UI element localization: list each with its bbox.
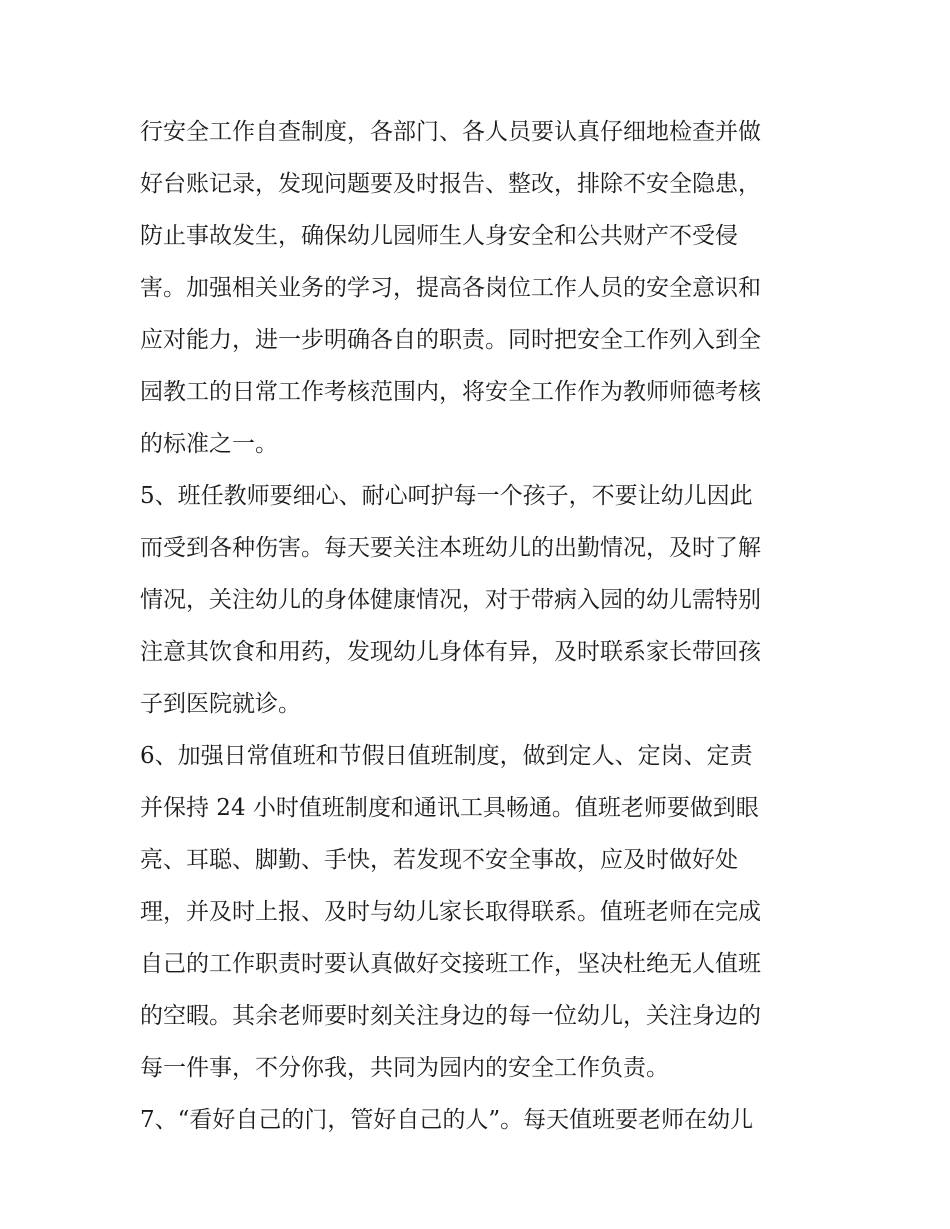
text-line: 理，并及时上报、及时与幼儿家长取得联系。值班老师在完成	[140, 899, 761, 925]
item-5-line: 5、班任教师要细心、耐心呵护每一个孩子，不要让幼儿因此	[140, 483, 753, 509]
item-7-line: 7、“看好自己的门，管好自己的人”。每天值班要老师在幼儿	[140, 1107, 754, 1133]
text-line: 而受到各种伤害。每天要关注本班幼儿的出勤情况，及时了解	[140, 535, 761, 561]
text-line: 害。加强相关业务的学习，提高各岗位工作人员的安全意识和	[140, 275, 761, 301]
text-line: 防止事故发生，确保幼儿园师生人身安全和公共财产不受侵	[140, 223, 738, 249]
text-line: 注意其饮食和用药，发现幼儿身体有异，及时联系家长带回孩	[140, 639, 761, 665]
text-line: 园教工的日常工作考核范围内，将安全工作作为教师师德考核	[140, 379, 761, 405]
text-line: 子到医院就诊。	[140, 691, 301, 717]
item-6-line: 6、加强日常值班和节假日值班制度，做到定人、定岗、定责	[140, 743, 753, 769]
text-line: 每一件事，不分你我，共同为园内的安全工作负责。	[140, 1055, 669, 1081]
text-line: 的空暇。其余老师要时刻关注身边的每一位幼儿，关注身边的	[140, 1003, 761, 1029]
text-line: 行安全工作自查制度，各部门、各人员要认真仔细地检查并做	[140, 119, 761, 145]
text-line: 的标准之一。	[140, 431, 278, 457]
text-line: 好台账记录，发现问题要及时报告、整改，排除不安全隐患，	[140, 171, 761, 197]
text-line: 应对能力，进一步明确各自的职责。同时把安全工作列入到全	[140, 327, 761, 353]
text-line: 并保持 24 小时值班制度和通讯工具畅通。值班老师要做到眼	[140, 795, 759, 821]
text-line: 亮、耳聪、脚勤、手快，若发现不安全事故，应及时做好处	[140, 847, 738, 873]
text-line: 自己的工作职责时要认真做好交接班工作，坚决杜绝无人值班	[140, 951, 761, 977]
document-body	[140, 110, 820, 1150]
text-line: 情况，关注幼儿的身体健康情况，对于带病入园的幼儿需特别	[140, 587, 761, 613]
